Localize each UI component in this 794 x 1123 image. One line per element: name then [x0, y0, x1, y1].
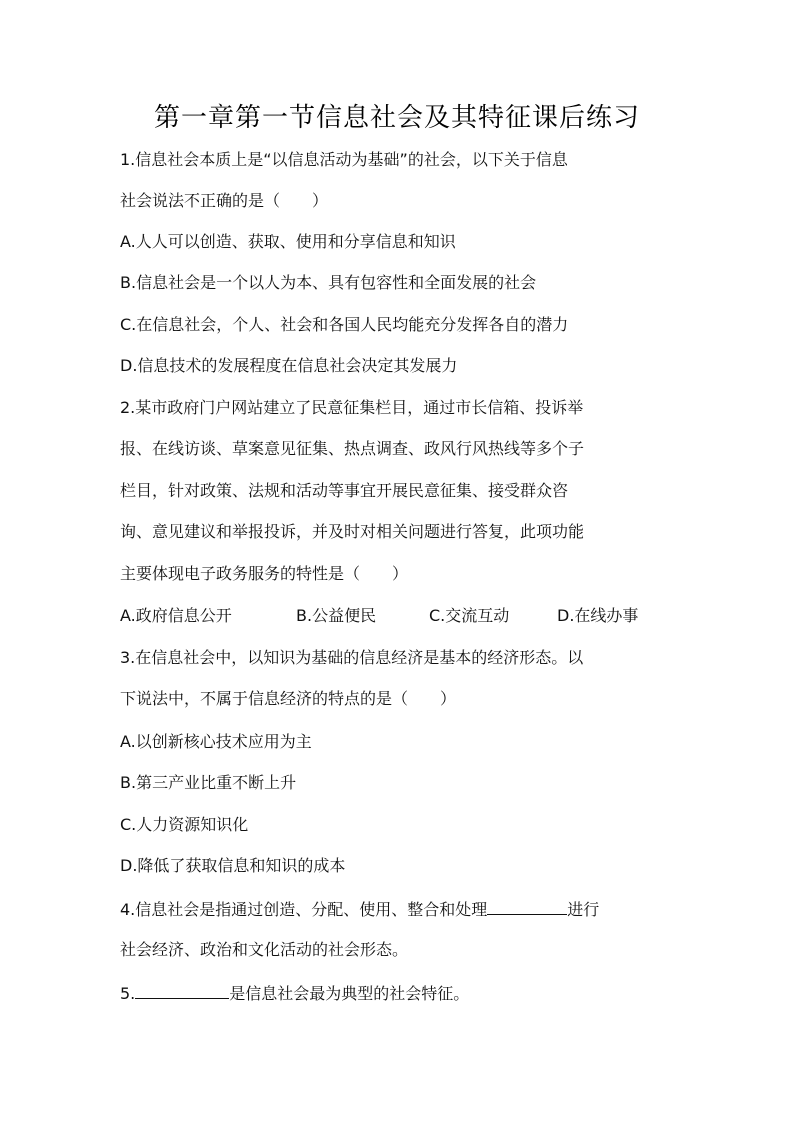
question-2-line-2: 报、在线访谈、草案意见征集、热点调查、政风行风热线等多个子	[120, 439, 585, 458]
question-2-option-b: B.公益便民	[296, 606, 377, 625]
question-1-option-b: B.信息社会是一个以人为本、具有包容性和全面发展的社会	[120, 273, 537, 292]
question-2-line-5: 主要体现电子政务服务的特性是（ ）	[120, 564, 409, 583]
question-2-line-4: 询、意见建议和举报投诉，并及时对相关问题进行答复，此项功能	[120, 522, 585, 541]
question-5-text-after-blank: 是信息社会最为典型的社会特征。	[229, 984, 470, 1003]
question-2-option-c: C.交流互动	[429, 606, 510, 625]
question-3-option-d: D.降低了获取信息和知识的成本	[120, 856, 346, 875]
question-5-line	[120, 980, 680, 1006]
question-5-number: 5.	[120, 984, 136, 1003]
question-2-option-d: D.在线办事	[557, 606, 639, 625]
question-3-option-c: C.人力资源知识化	[120, 815, 249, 834]
question-4-answer-blank[interactable]	[487, 896, 567, 915]
question-3-line-1: 3.在信息社会中，以知识为基础的信息经济是基本的经济形态。以	[120, 648, 584, 667]
question-1-option-a: A.人人可以创造、获取、使用和分享信息和知识	[120, 232, 456, 251]
question-1-option-c: C.在信息社会，个人、社会和各国人民均能充分发挥各自的潜力	[120, 315, 569, 334]
page-title: 第一章第一节信息社会及其特征课后练习	[153, 103, 640, 133]
question-1-line-1: 1.信息社会本质上是“以信息活动为基础”的社会，以下关于信息	[120, 150, 568, 169]
question-5-answer-blank[interactable]	[135, 980, 229, 999]
question-2-option-a: A.政府信息公开	[120, 606, 232, 625]
question-1-line-2: 社会说法不正确的是（ ）	[120, 191, 329, 210]
question-3-line-2: 下说法中，不属于信息经济的特点的是（ ）	[120, 689, 457, 708]
question-3-option-b: B.第三产业比重不断上升	[120, 773, 297, 792]
question-2-line-1: 2.某市政府门户网站建立了民意征集栏目，通过市长信箱、投诉举	[120, 398, 584, 417]
question-4-line-1	[120, 896, 680, 922]
question-1-option-d: D.信息技术的发展程度在信息社会决定其发展力	[120, 356, 458, 375]
question-2-options	[120, 604, 680, 628]
question-4-text-after-blank: 进行	[567, 900, 600, 919]
question-4-text-before-blank: 4.信息社会是指通过创造、分配、使用、整合和处理	[120, 900, 488, 919]
question-2-line-3: 栏目，针对政策、法规和活动等事宜开展民意征集、接受群众咨	[120, 481, 569, 500]
question-3-option-a: A.以创新核心技术应用为主	[120, 732, 312, 751]
question-4-line-2: 社会经济、政治和文化活动的社会形态。	[120, 940, 409, 959]
